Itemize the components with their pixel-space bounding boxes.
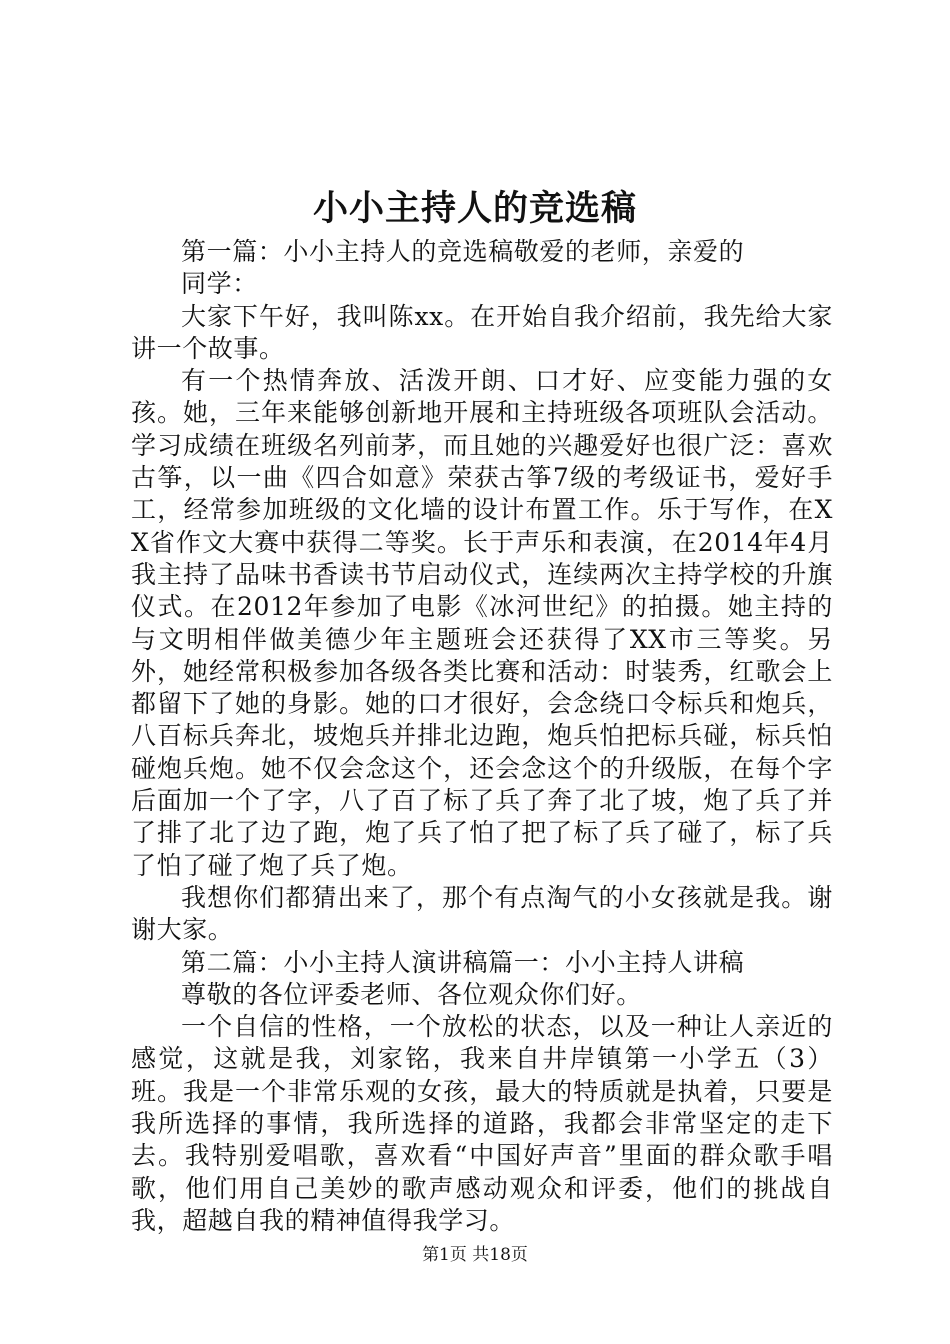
paragraph: 一个自信的性格，一个放松的状态，以及一种让人亲近的感觉，这就是我，刘家铭，我来自井岸镇第一小学五（3）班。我是一个非常乐观的女孩，最大的特质就是执着，只要是我所选择的事情，我所选择的道路，我都会非常坚定的走下去。我特别爱唱歌，喜欢看“中国好声音”里面的群众歌手唱歌，他们用自己美妙的歌声感动观众和评委，他们的挑战自我，超越自我的精神值得我学习。 — [131, 1012, 833, 1235]
paragraph: 第二篇：小小主持人演讲稿篇一：小小主持人讲稿 — [181, 947, 745, 977]
document-title: 小小主持人的竞选稿 — [312, 188, 637, 229]
paragraph: 大家下午好，我叫陈xx。在开始自我介绍前，我先给大家讲一个故事。 — [131, 301, 833, 363]
paragraph: 我想你们都猜出来了，那个有点淘气的小女孩就是我。谢谢大家。 — [131, 882, 833, 945]
paragraph: 同学： — [181, 269, 258, 299]
paragraph: 有一个热情奔放、活泼开朗、口才好、应变能力强的女孩。她，三年来能够创新地开展和主持班级各项班队会活动。学习成绩在班级名列前茅，而且她的兴趣爱好也很广泛：喜欢古筝，以一曲《四合如意》荣获古筝7级的考级证书，爱好手工，经常参加班级的文化墙的设计布置工作。乐于写作，在XX省作文大赛中获得二等奖。长于声乐和表演，在2014年4月我主持了品味书香读书节启动仪式，连续两次主持学校的升旗仪式。在2012年参加了电影《冰河世纪》的拍摄。她主持的与文明相伴做美德少年主题班会还获得了XX市三等奖。另外，她经常积极参加各级各类比赛和活动：时装秀，红歌会上都留下了她的身影。她的口才很好，会念绕口令标兵和炮兵，八百标兵奔北，坡炮兵并排北边跑，炮兵怕把标兵碰，标兵怕碰炮兵炮。她不仅会念这个，还会念这个的升级版，在每个字后面加一个了字，八了百了标了兵了奔了北了坡，炮了兵了并了排了北了边了跑，炮了兵了怕了把了标了兵了碰了，标了兵了怕了碰了炮了兵了炮。 — [131, 366, 833, 880]
paragraph: 尊敬的各位评委老师、各位观众你们好。 — [181, 979, 642, 1009]
document-body — [131, 236, 833, 1237]
paragraph: 第一篇：小小主持人的竞选稿敬爱的老师，亲爱的 — [181, 237, 745, 266]
page-number-footer: 第1页 共18页 — [422, 1245, 528, 1265]
